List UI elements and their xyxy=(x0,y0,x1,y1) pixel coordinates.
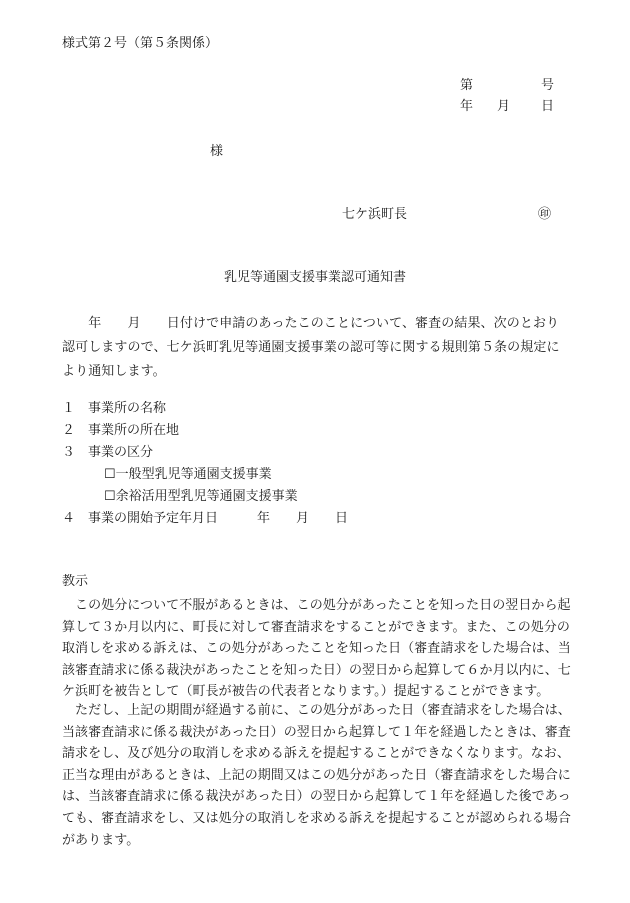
document-number-suffix: 号 xyxy=(541,78,555,93)
body-paragraph: 年 月 日付けで申請のあったこのことについて、審査の結果、次のとおり認可しますので、七ケ浜町乳児等通園支援事業の認可等に関する規則第５条の規定により通知します。 xyxy=(62,316,560,379)
notice-paragraph-2: ただし、上記の期間が経過する前に、この処分があった日（審査請求をした場合は、当該審査請求に係る裁決があった日）の翌日から起算して１年を経過したときは、審査請求をし、及び処分の取消しを求める訴えを提起することができなくなります。なお、正当な理由があるときは、上記の期間又はこの処分があった日（審査請求をした場合には、当該審査請求に係る裁決があった日）の翌日から起算して１年を経過した後であっても、審査請求をし、又は処分の取消しを求める訴えを提起することが認められる場合があります。 xyxy=(62,703,571,848)
date-day: 日 xyxy=(541,99,555,114)
document-title: 乳児等通園支援事業認可通知書 xyxy=(223,270,406,285)
item-label: 事業所の所在地 xyxy=(88,423,180,438)
category-option-general: ☐一般型乳児等通園支援事業 xyxy=(104,467,272,482)
date-month: 月 xyxy=(497,99,511,114)
notice-heading: 教示 xyxy=(62,574,89,589)
item-label: 事業の開始予定年月日 年 月 日 xyxy=(88,511,349,526)
item-number: １ xyxy=(62,401,76,416)
form-number: 様式第２号（第５条関係） xyxy=(62,36,219,51)
item-number: ２ xyxy=(62,423,76,438)
item-number: ３ xyxy=(62,445,76,460)
seal-mark: ㊞ xyxy=(538,207,552,222)
item-label: 事業所の名称 xyxy=(88,401,167,416)
item-label: 事業の区分 xyxy=(88,445,154,460)
document-number-prefix: 第 xyxy=(460,78,474,93)
category-option-surplus: ☐余裕活用型乳児等通園支援事業 xyxy=(104,489,298,504)
date-year: 年 xyxy=(460,99,474,114)
addressee-suffix: 様 xyxy=(210,144,224,159)
notice-paragraph-1: この処分について不服があるときは、この処分があったことを知った日の翌日から起算して３か月以内に、町長に対して審査請求をすることができます。また、この処分の取消しを求める訴えは、この処分があったことを知った日（審査請求をした場合は、当該審査請求に係る裁決があったことを知った日）の翌日から起算して６か月以内に、七ケ浜町を被告として（町長が被告の代表者となります。）提起することができます。 xyxy=(62,598,571,700)
item-number: ４ xyxy=(62,511,76,526)
issuer-name: 七ケ浜町長 xyxy=(342,207,408,222)
